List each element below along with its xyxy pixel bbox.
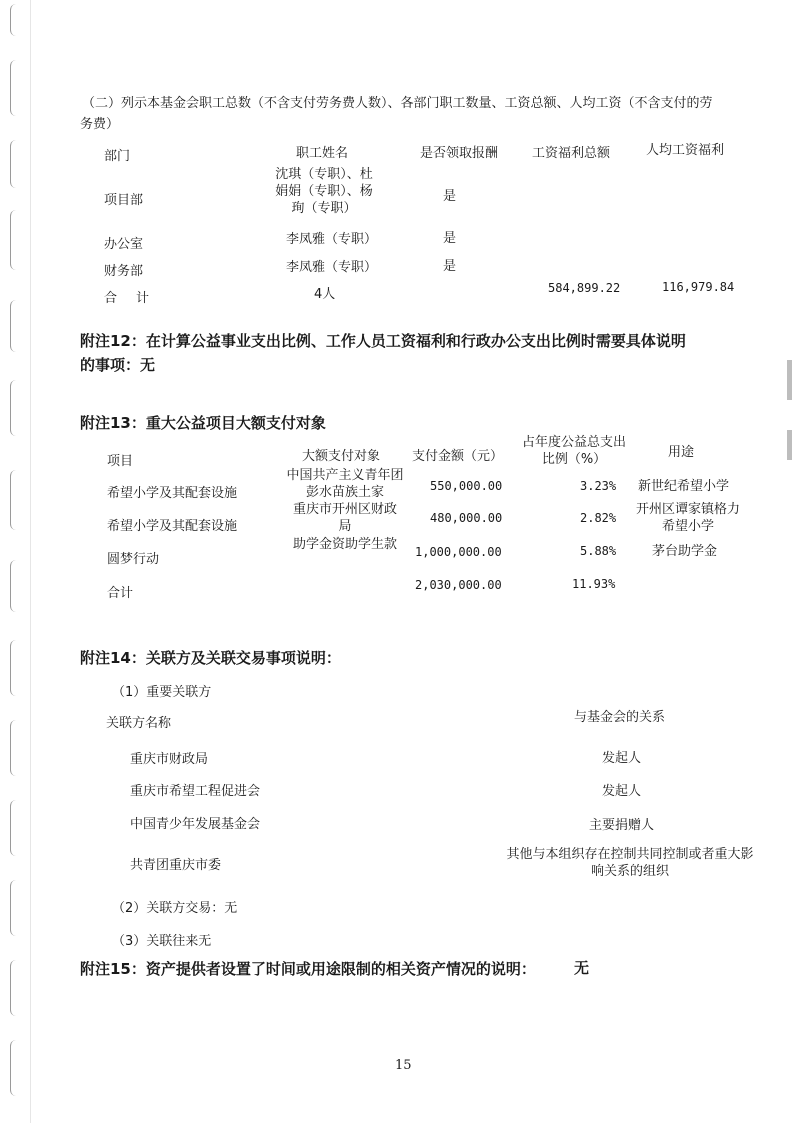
note14-sub2: （2）关联方交易：无 <box>112 901 238 916</box>
payment-row-payee: 重庆市开州区财政局 <box>292 502 397 534</box>
payment-total-ratio: 11.93% <box>572 577 616 591</box>
payment-row-purpose: 开州区谭家镇格力希望小学 <box>635 502 740 534</box>
staff-section-title-line1: （二）列示本基金会职工总数（不含支付劳务费人数）、各部门职工数量、工资总额、人均工资（不含支付的劳 <box>82 96 713 111</box>
binder-mark <box>10 300 25 352</box>
staff-row-names: 沈琪（专职）、杜娟娟（专职）、杨珣（专职） <box>275 167 373 216</box>
binder-mark <box>10 800 25 856</box>
note12-line1: 附注12：在计算公益事业支出比例、工作人员工资福利和行政办公支出比例时需要具体说明 <box>80 332 686 350</box>
staff-header-average: 人均工资福利 <box>646 143 725 158</box>
note15-text: 附注15：资产提供者设置了时间或用途限制的相关资产情况的说明： <box>80 960 536 978</box>
payment-header-amount: 支付金额（元） <box>412 449 504 464</box>
related-party-header-relation: 与基金会的关系 <box>574 710 666 725</box>
staff-header-dept: 部门 <box>104 149 131 164</box>
payment-total-amount: 2,030,000.00 <box>415 578 502 592</box>
staff-row-dept: 财务部 <box>104 264 144 279</box>
page-fold-line <box>30 0 31 1123</box>
related-party-name: 重庆市财政局 <box>130 752 209 767</box>
staff-row-paid: 是 <box>443 231 457 246</box>
related-party-relation: 其他与本组织存在控制共同控制或者重大影响关系的组织 <box>506 847 754 879</box>
payment-header-project: 项目 <box>107 454 134 469</box>
note14-sub1: （1）重要关联方 <box>112 685 212 700</box>
binder-mark <box>10 60 25 116</box>
payment-row-project: 希望小学及其配套设施 <box>107 519 238 534</box>
staff-row-names: 李凤雅（专职） <box>286 232 378 247</box>
payment-header-ratio: 占年度公益总支出比例（%） <box>522 435 627 467</box>
binder-mark <box>10 720 25 776</box>
payment-row-amount: 550,000.00 <box>430 479 503 493</box>
related-party-relation: 发起人 <box>602 751 642 766</box>
payment-row-amount: 480,000.00 <box>430 511 503 525</box>
staff-row-dept: 项目部 <box>104 193 144 208</box>
note15-value: 无 <box>574 959 590 977</box>
binder-mark <box>10 880 25 936</box>
note12-line2: 的事项：无 <box>80 356 156 374</box>
staff-total-label: 合 计 <box>104 291 153 306</box>
staff-header-paid: 是否领取报酬 <box>420 146 499 161</box>
binder-mark <box>10 140 25 188</box>
binder-mark <box>10 1040 25 1096</box>
payment-row-payee: 中国共产主义青年团彭水苗族土家 <box>286 468 404 500</box>
staff-total-average: 116,979.84 <box>662 280 735 294</box>
payment-row-amount: 1,000,000.00 <box>415 545 502 559</box>
note13-title: 附注13：重大公益项目大额支付对象 <box>80 414 326 432</box>
binder-mark <box>10 560 25 612</box>
staff-header-total: 工资福利总额 <box>532 146 611 161</box>
binder-mark <box>10 210 25 270</box>
related-party-name: 中国青少年发展基金会 <box>130 817 261 832</box>
binder-mark <box>10 380 25 436</box>
binder-mark <box>10 960 25 1016</box>
staff-total-amount: 584,899.22 <box>548 281 621 295</box>
related-party-name: 共青团重庆市委 <box>130 858 222 873</box>
staff-row-names: 李凤雅（专职） <box>286 260 378 275</box>
staff-header-name: 职工姓名 <box>296 146 349 161</box>
payment-row-purpose: 茅台助学金 <box>652 544 718 559</box>
payment-row-project: 希望小学及其配套设施 <box>107 486 238 501</box>
binder-mark <box>10 640 25 696</box>
note14-title: 附注14：关联方及关联交易事项说明： <box>80 649 341 667</box>
payment-header-purpose: 用途 <box>668 445 695 460</box>
payment-row-ratio: 2.82% <box>580 511 617 525</box>
binder-mark <box>10 470 25 530</box>
staff-row-dept: 办公室 <box>104 237 144 252</box>
staff-row-paid: 是 <box>443 189 457 204</box>
payment-total-label: 合计 <box>107 586 134 601</box>
related-party-name: 重庆市希望工程促进会 <box>130 784 261 799</box>
related-party-header-name: 关联方名称 <box>106 716 172 731</box>
payment-row-purpose: 新世纪希望小学 <box>638 479 730 494</box>
staff-row-paid: 是 <box>443 259 457 274</box>
scan-edge-mark <box>787 360 792 400</box>
scan-edge-mark <box>787 430 792 460</box>
payment-row-payee: 助学金资助学生款 <box>292 537 397 552</box>
page-number: 15 <box>395 1058 412 1073</box>
note14-sub3: （3）关联往来无 <box>112 934 212 949</box>
binder-mark <box>10 4 25 36</box>
related-party-relation: 主要捐赠人 <box>589 818 655 833</box>
payment-header-payee: 大额支付对象 <box>302 449 381 464</box>
payment-row-project: 圆梦行动 <box>107 552 160 567</box>
related-party-relation: 发起人 <box>602 784 642 799</box>
staff-total-count: 4人 <box>314 287 336 302</box>
payment-row-ratio: 5.88% <box>580 544 617 558</box>
staff-section-title-line2: 务费） <box>80 117 120 132</box>
payment-row-ratio: 3.23% <box>580 479 617 493</box>
